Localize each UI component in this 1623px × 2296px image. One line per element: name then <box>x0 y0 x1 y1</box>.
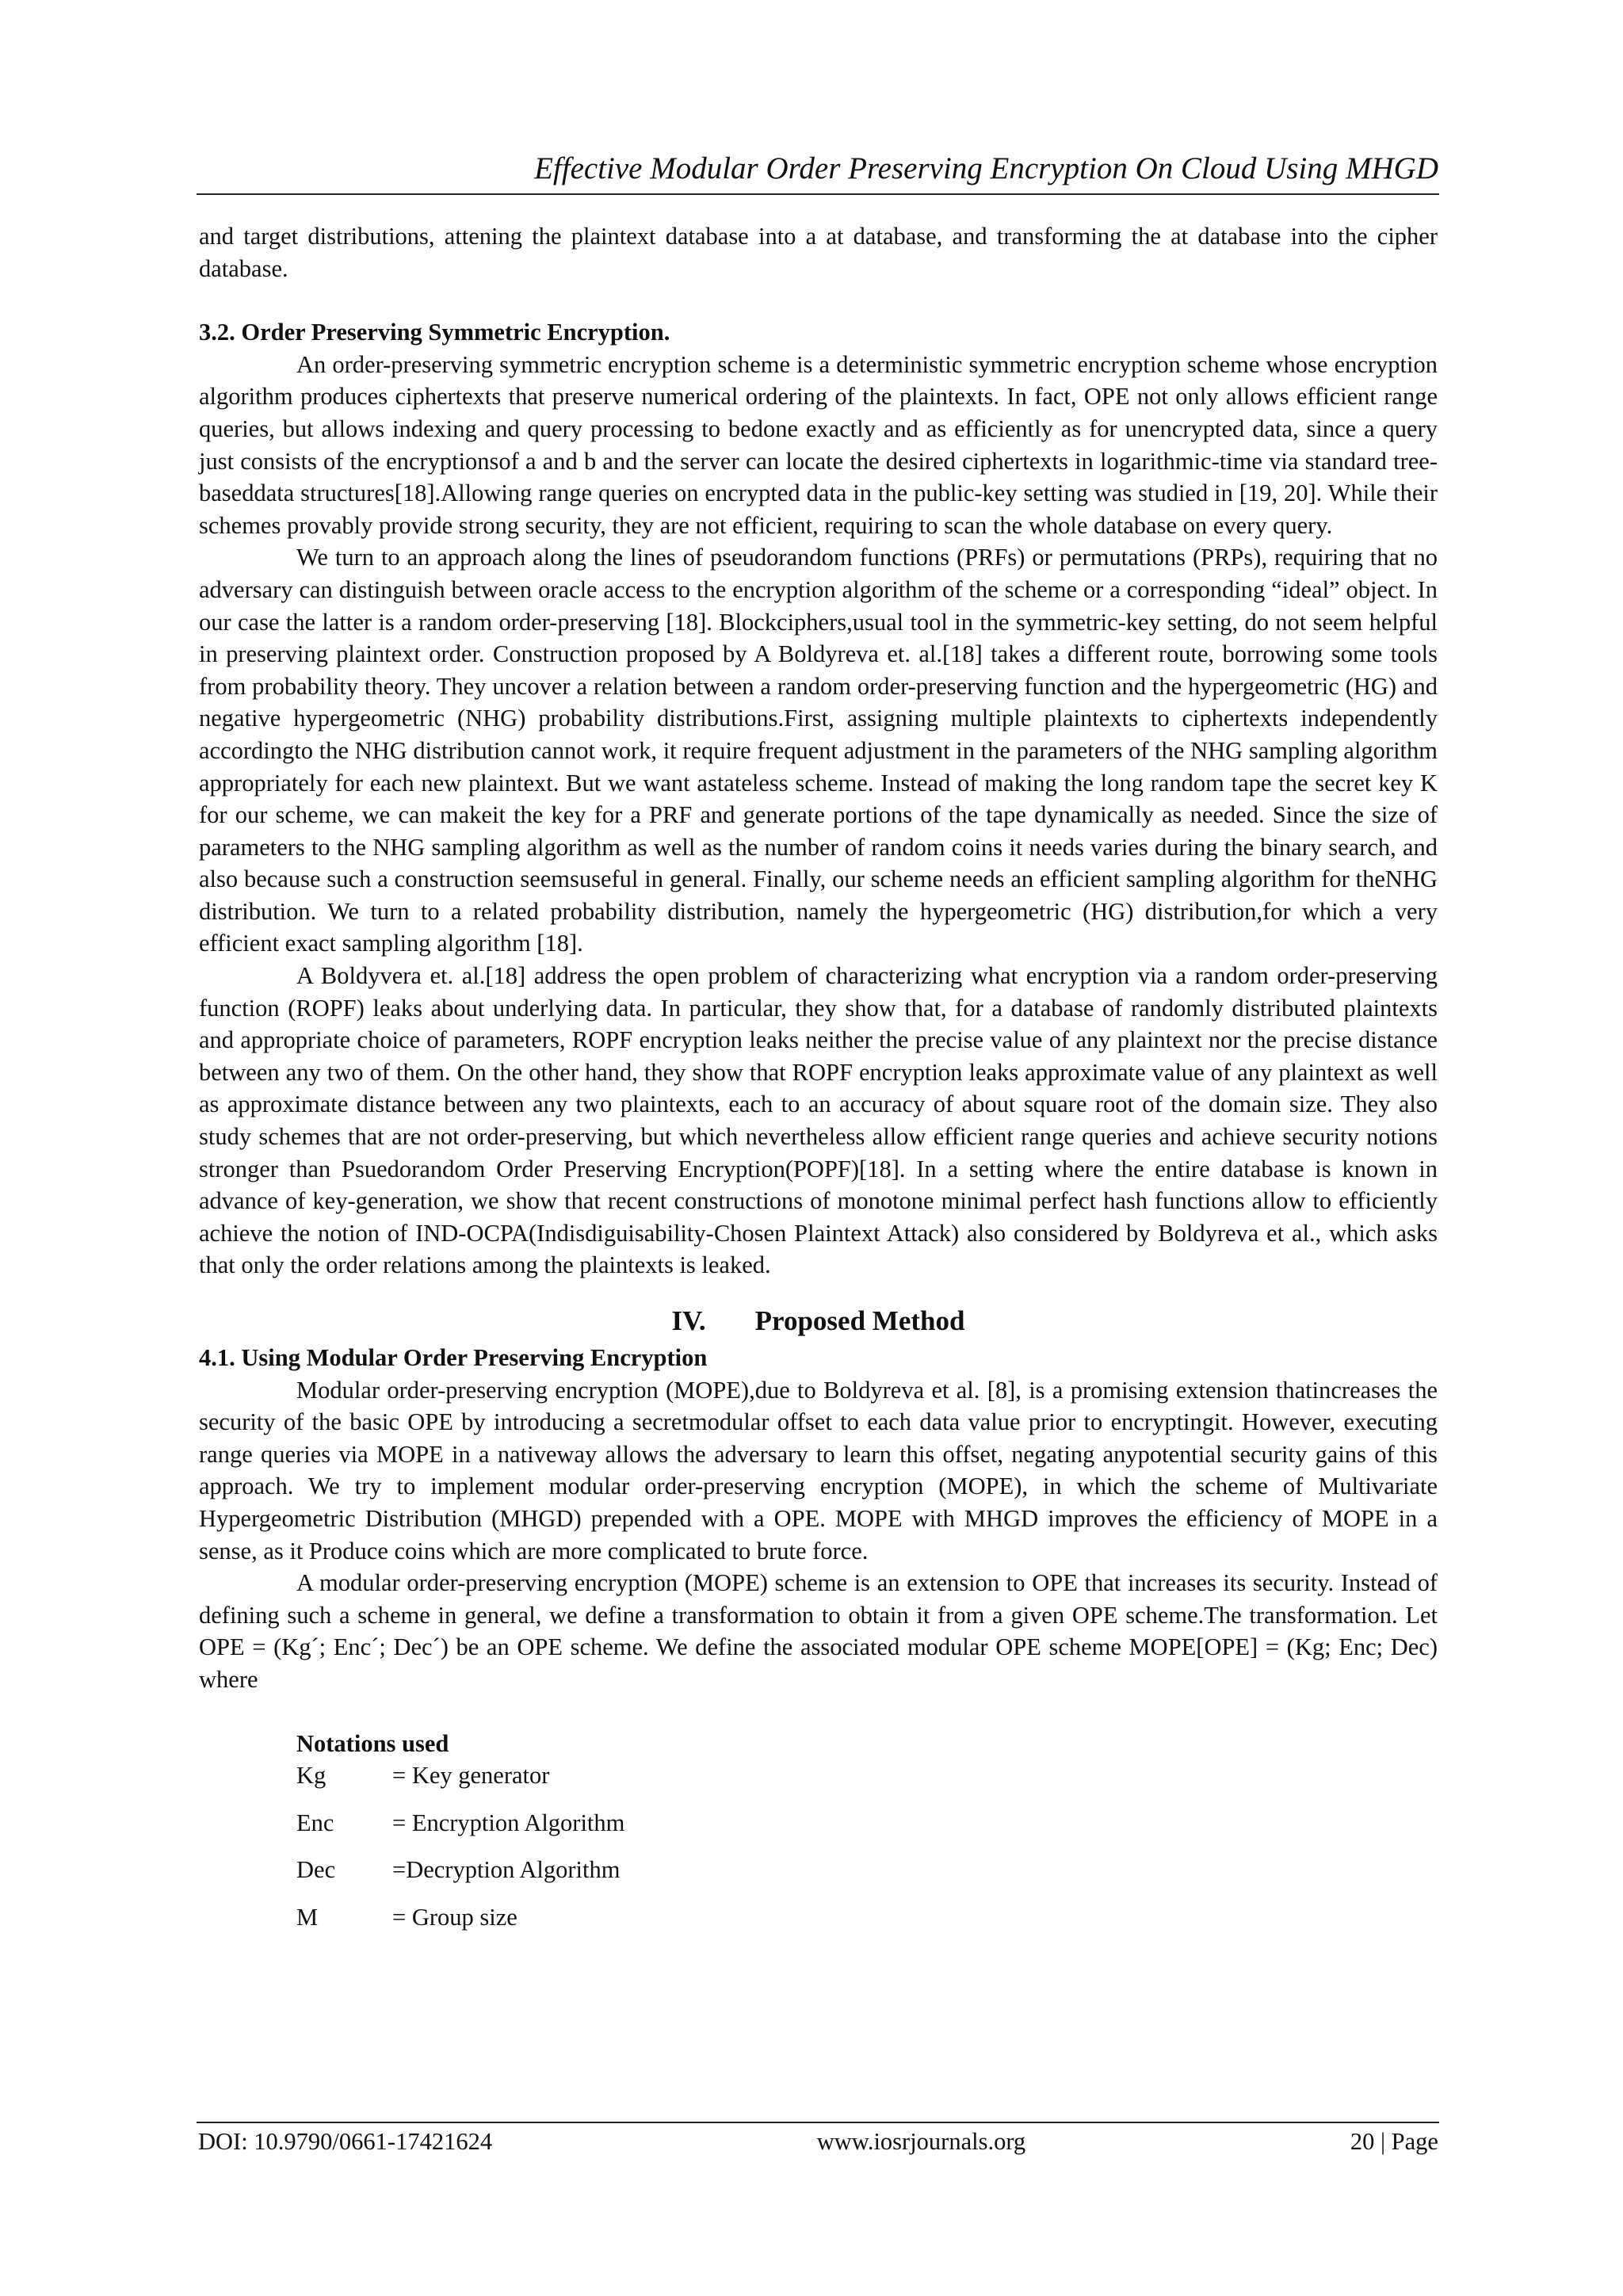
page-footer <box>198 2126 1438 2157</box>
section-4-number: IV. <box>671 1305 706 1336</box>
section-3-2-heading: 3.2. Order Preserving Symmetric Encryption. <box>199 319 670 346</box>
section-4-1-heading: 4.1. Using Modular Order Preserving Encryption <box>199 1344 708 1371</box>
notation-definition: = Key generator <box>392 1762 550 1790</box>
page-body <box>199 220 1438 1949</box>
notation-row <box>296 1759 1438 1792</box>
section-3-2-paragraph-2: We turn to an approach along the lines of pseudorandom functions (PRFs) or permutations (PRPs), requiring that no adversary can distinguish between oracle access to the encryption algorithm of the scheme or a corresponding “ideal” object. In our case the latter is a random order-preserving [18]. Blockciphers,usual tool in the symmetric-key setting, do not seem helpful in preserving plaintext order. Construction proposed by A Boldyreva et. al.[18] takes a different route, borrowing some tools from probability theory. They uncover a relation between a random order-preserving function and the hypergeometric (HG) and negative hypergeometric (NHG) probability distributions.First, assigning multiple plaintexts to ciphertexts independently accordingto the NHG distribution cannot work, it require frequent adjustment in the parameters of the NHG sampling algorithm appropriately for each new plaintext. But we want astateless scheme. Instead of making the long random tape the secret key K for our scheme, we can makeit the key for a PRF and generate portions of the tape dynamically as needed. Since the size of parameters to the NHG sampling algorithm as well as the number of random coins it needs varies during the binary search, and also because such a construction seemsuseful in general. Finally, our scheme needs an efficient sampling algorithm for theNHG distribution. We turn to a related probability distribution, namely the hypergeometric (HG) distribution,for which a very efficient exact sampling algorithm [18]. <box>199 544 1438 957</box>
intro-continuation-paragraph: and target distributions, attening the plaintext database into a at database, and transforming the at database into the cipher database. <box>199 223 1438 282</box>
section-4-1-paragraph-2: A modular order-preserving encryption (MOPE) scheme is an extension to OPE that increases its security. Instead of defining such a scheme in general, we define a transformation to obtain it from a given OPE scheme.The transformation. Let OPE = (Kg´; Enc´; Dec´) be an OPE scheme. We define the associated modular OPE scheme MOPE[OPE] = (Kg; Enc; Dec) where <box>199 1569 1438 1693</box>
section-4-title-text: Proposed Method <box>754 1305 965 1336</box>
section-3-2-paragraph-1: An order-preserving symmetric encryption scheme is a deterministic symmetric encryption scheme whose encryption algorithm produces ciphertexts that preserve numerical ordering of the plaintexts. In fact, OPE not only allows efficient range queries, but allows indexing and query processing to bedone exactly and as efficiently as for unencrypted data, since a query just consists of the encryptionsof a and b and the server can locate the desired ciphertexts in logarithmic-time via standard tree-baseddata structures[18].Allowing range queries on encrypted data in the public-key setting was studied in [19, 20]. While their schemes provably provide strong security, they are not efficient, requiring to scan the whole database on every query. <box>199 350 1438 539</box>
notation-definition: = Encryption Algorithm <box>392 1809 625 1836</box>
running-header: Effective Modular Order Preserving Encryption On Cloud Using MHGD <box>534 151 1438 185</box>
footer-doi: DOI: 10.9790/0661-17421624 <box>198 2128 493 2155</box>
notations-title: Notations used <box>296 1729 449 1757</box>
spacer <box>199 285 1438 316</box>
footer-divider <box>197 2122 1439 2123</box>
section-4-1-paragraph-1: Modular order-preserving encryption (MOPE),due to Boldyreva et al. [8], is a promising extension thatincreases the security of the basic OPE by introducing a secretmodular offset to each data value prior to encryptingit. However, executing range queries via MOPE in a nativeway allows the adversary to learn this offset, negating anypotential security gains of this approach. We try to implement modular order-preserving encryption (MOPE), in which the scheme of Multivariate Hypergeometric Distribution (MHGD) prepended with a OPE. MOPE with MHGD improves the efficiency of MOPE in a sense, as it Produce coins which are more complicated to brute force. <box>199 1376 1438 1564</box>
section-3-2-paragraph-3: A Boldyvera et. al.[18] address the open problem of characterizing what encryption via a random order-preserving function (ROPF) leaks about underlying data. In particular, they show that, for a database of randomly distributed plaintexts and appropriate choice of parameters, ROPF encryption leaks neither the precise value of any plaintext nor the precise distance between any two of them. On the other hand, they show that ROPF encryption leaks approximate value of any plaintext as well as approximate distance between any two plaintexts, each to an accuracy of about square root of the domain size. They also study schemes that are not order-preserving, but which nevertheless allow efficient range queries and achieve security notions stronger than Psuedorandom Order Preserving Encryption(POPF)[18]. In a setting where the entire database is known in advance of key-generation, we show that recent constructions of monotone minimal perfect hash functions allow to efficiently achieve the notion of IND-OCPA(Indisdiguisability-Chosen Plaintext Attack) also considered by Boldyreva et al., which asks that only the order relations among the plaintexts is leaked. <box>199 962 1438 1279</box>
footer-page-number: 20 | Page <box>1350 2128 1438 2155</box>
notation-row <box>296 1901 1438 1934</box>
notation-row <box>296 1854 1438 1886</box>
notation-symbol: Kg <box>296 1762 327 1790</box>
notation-definition: = Group size <box>392 1903 517 1931</box>
notation-row <box>296 1807 1438 1839</box>
notation-symbol: Enc <box>296 1809 334 1836</box>
notation-definition: =Decryption Algorithm <box>392 1856 621 1884</box>
notation-symbol: Dec <box>296 1856 336 1884</box>
section-4-title <box>199 1304 1438 1339</box>
notations-list <box>296 1728 1438 1934</box>
header-divider <box>197 193 1439 195</box>
footer-website: www.iosrjournals.org <box>816 2128 1026 2155</box>
notation-symbol: M <box>296 1903 319 1931</box>
